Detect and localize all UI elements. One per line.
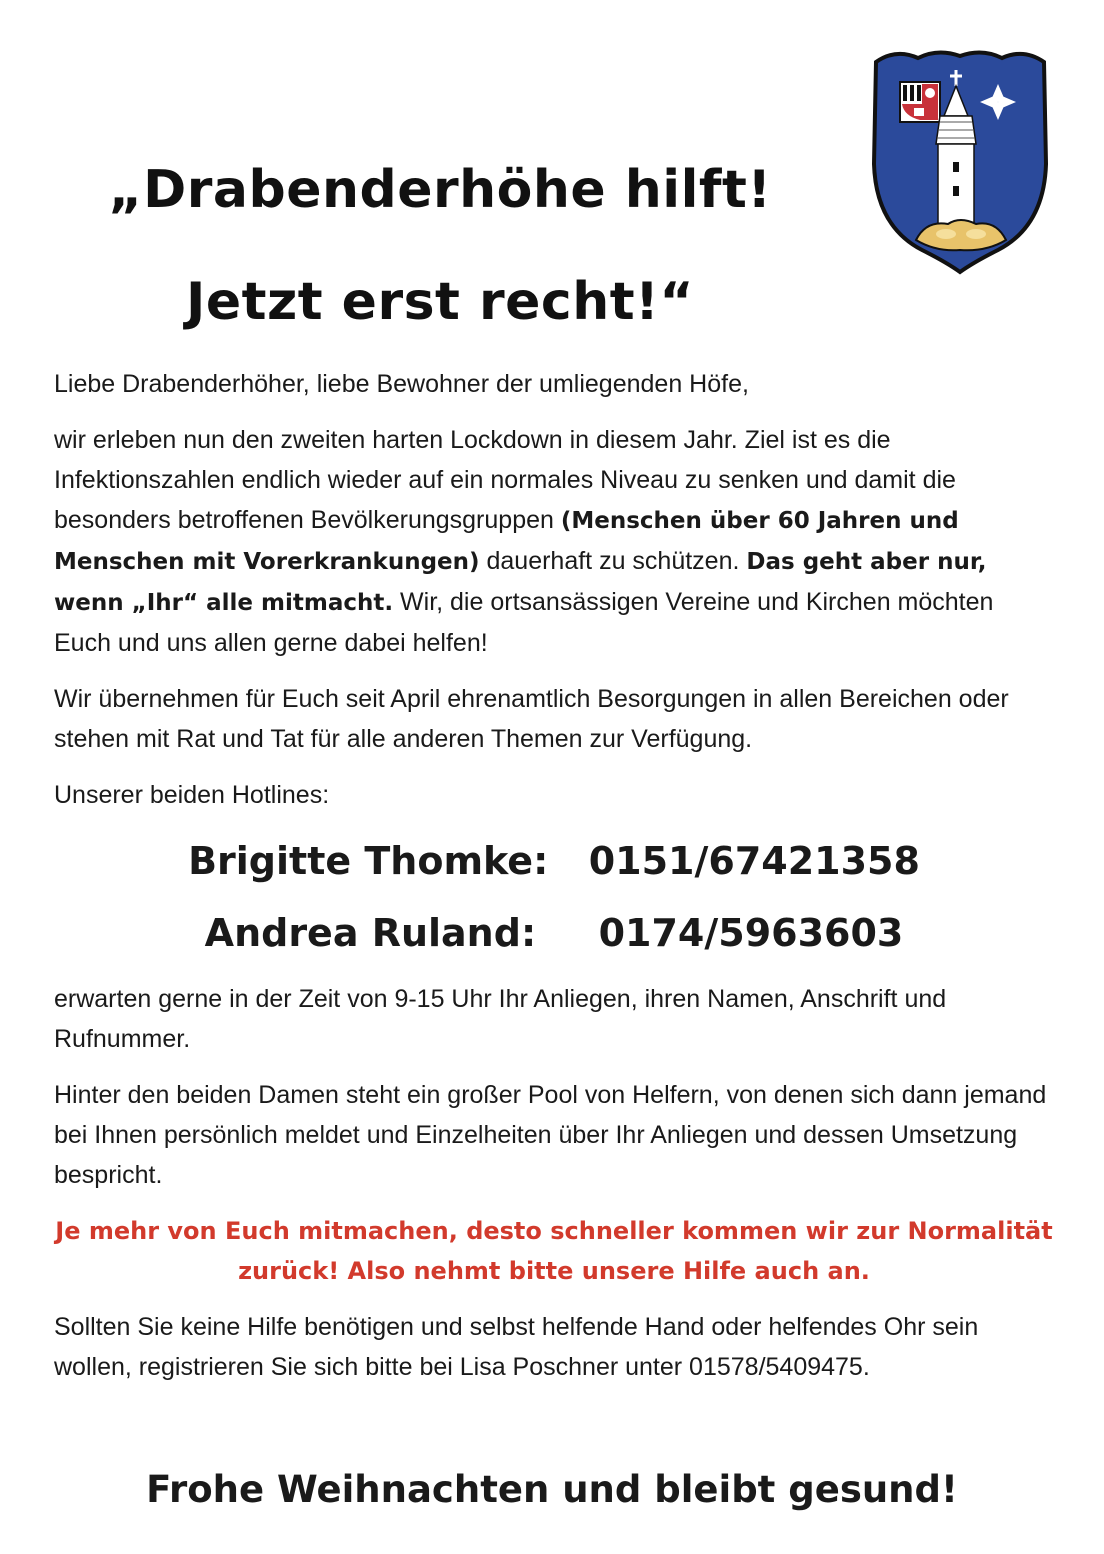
title-line-2: Jetzt erst recht!“ bbox=[185, 272, 695, 332]
hotline-number[interactable]: 0151/67421358 bbox=[588, 839, 920, 883]
title-line-1: „Drabenderhöhe hilft! bbox=[108, 160, 772, 220]
hotline-list bbox=[54, 833, 1054, 961]
hotline-name: Andrea Ruland: bbox=[204, 911, 537, 955]
greeting: Liebe Drabenderhöher, liebe Bewohner der umliegenden Höfe, bbox=[54, 370, 749, 398]
hotline-number[interactable]: 0174/5963603 bbox=[598, 911, 904, 955]
bold-participation: Das geht aber nur, wenn „Ihr“ alle mitmacht. bbox=[54, 549, 987, 616]
paragraph-volunteer: Sollten Sie keine Hilfe benötigen und selbst helfende Hand oder helfendes Ohr sein wollen, registrieren Sie sich bitte bei Lisa Poschner unter 01578/5409475. bbox=[54, 1313, 979, 1381]
body-text bbox=[54, 364, 1054, 1403]
text-span: Wir, die ortsansässigen Vereine und Kirchen möchten Euch und uns allen gerne dabei helfen! bbox=[54, 588, 994, 657]
hotline-name: Brigitte Thomke: bbox=[188, 839, 549, 883]
text-span: wir erleben nun den zweiten harten Lockdown in diesem Jahr. Ziel ist es die Infektionszahlen endlich wieder auf ein normales Niveau zu senken und damit die besonders betroffenen Bevölkerungsgruppen bbox=[54, 426, 956, 534]
closing-greeting: Frohe Weihnachten und bleibt gesund! bbox=[146, 1468, 958, 1511]
paragraph-helpers: Hinter den beiden Damen steht ein großer Pool von Helfern, von denen sich dann jemand bei Ihnen persönlich meldet und Einzelheiten über Ihr Anliegen und dessen Umsetzung bespricht. bbox=[54, 1081, 1047, 1189]
appeal-text: Je mehr von Euch mitmachen, desto schneller kommen wir zur Normalität zurück! Also nehmt bitte unsere Hilfe auch an. bbox=[55, 1217, 1053, 1285]
paragraph-hours: erwarten gerne in der Zeit von 9-15 Uhr Ihr Anliegen, ihren Namen, Anschrift und Rufnummer. bbox=[54, 985, 947, 1053]
paragraph-hotlines-intro: Unserer beiden Hotlines: bbox=[54, 781, 330, 809]
hotline-andrea bbox=[54, 905, 1054, 961]
hotline-brigitte bbox=[54, 833, 1054, 889]
coat-of-arms-icon bbox=[866, 44, 1054, 276]
paragraph-services: Wir übernehmen für Euch seit April ehrenamtlich Besorgungen in allen Bereichen oder stehen mit Rat und Tat für alle anderen Themen zur Verfügung. bbox=[54, 685, 1009, 753]
paragraph-lockdown bbox=[54, 420, 1054, 663]
text-span: dauerhaft zu schützen. bbox=[479, 547, 747, 575]
bold-risk-groups: (Menschen über 60 Jahren und Menschen mit Vorerkrankungen) bbox=[54, 508, 959, 575]
